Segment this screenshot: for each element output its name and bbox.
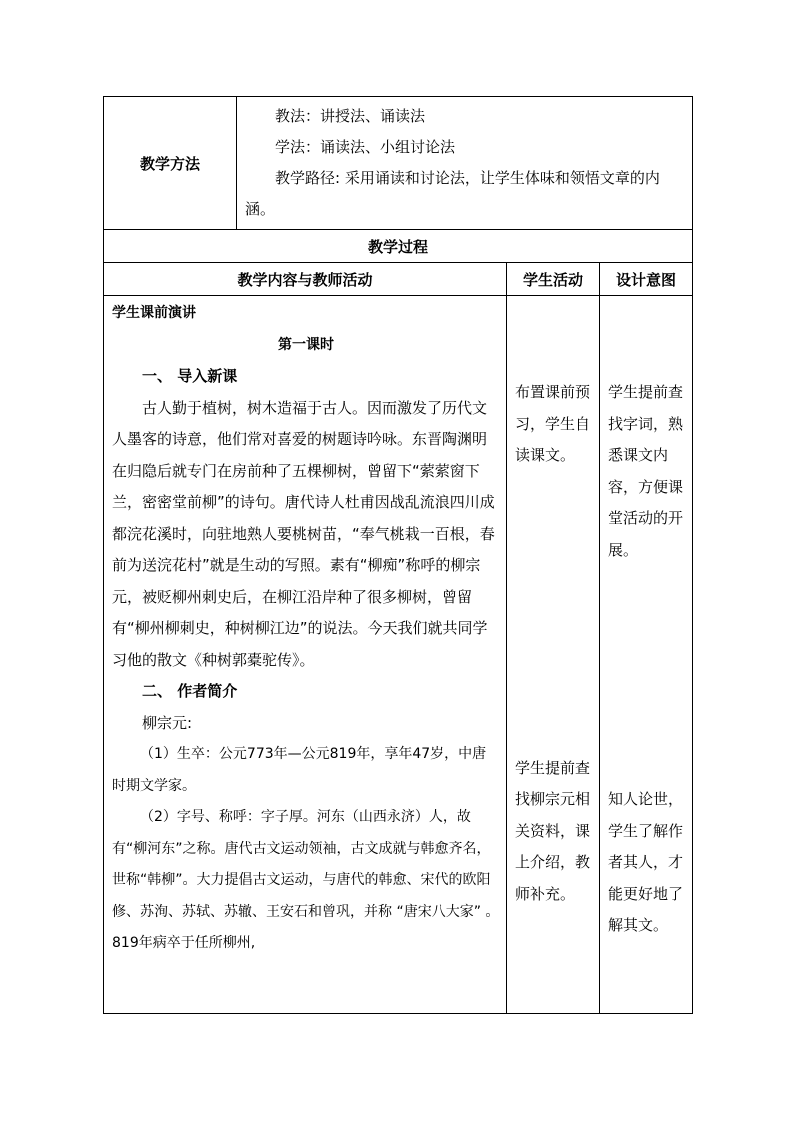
process-title: 教学过程 xyxy=(104,230,693,263)
column-header-row xyxy=(104,263,693,296)
process-title-row xyxy=(104,230,693,263)
learning-method-line: 学法：诵读法、小组讨论法 xyxy=(275,138,456,156)
col-header-content: 教学内容与教师活动 xyxy=(104,263,507,296)
student-activity-cell xyxy=(507,296,600,1014)
design-intent-cell xyxy=(600,296,693,1014)
author-item-1: （1）生卒：公元773年—公元819年，享年47岁，中唐时期文学家。 xyxy=(112,746,487,794)
col-header-design: 设计意图 xyxy=(600,263,693,296)
lesson-plan-table xyxy=(103,96,693,1014)
teaching-method-line: 教法：讲授法、诵读法 xyxy=(275,107,426,125)
method-row xyxy=(104,97,693,230)
section1-paragraph: 古人勤于植树，树木造福于古人。因而激发了历代文人墨客的诗意，他们常对喜爱的树题诗吟咏。东晋陶渊明在归隐后就专门在房前种了五棵柳树，曾留下“萦萦窗下兰，密密堂前柳”的诗句。唐代诗人杜甫因战乱流浪四川成都浣花溪时，向驻地熟人要桃树苗，“奉气桃栽一百根，春前为送浣花村”就是生动的写照。素有“柳痴”称呼的柳宗元，被贬柳州刺史后，在柳江沿岸种了很多柳树，曾留有“柳州柳刺史，种树柳江边”的说法。今天我们就共同学习他的散文《种树郭橐驼传》。 xyxy=(112,398,495,669)
author-item-2: （2）字号、称呼：字子厚。河东（山西永济）人，故有“柳河东”之称。唐代古文运动领袖，古文成就与韩愈齐名，世称“韩柳”。大力提倡古文运动，与唐代的韩愈、宋代的欧阳修、苏洵、苏轼、苏辙、王安石和曾巩，并称 “唐宋八大家” 。819年病卒于任所柳州, xyxy=(112,809,500,951)
design-intent-1: 学生提前查找字词，熟悉课文内容，方便课堂活动的开展。 xyxy=(608,383,684,559)
design-intent-2: 知人论世，学生了解作者其人，才能更好地了解其文。 xyxy=(608,790,684,934)
student-activity-1: 布置课前预习，学生自读课文。 xyxy=(515,383,591,464)
teacher-content-cell xyxy=(104,296,507,1014)
process-body-row xyxy=(104,296,693,1014)
teaching-path-line: 教学路径: 采用诵读和讨论法，让学生体味和领悟文章的内涵。 xyxy=(245,169,660,218)
section2-heading: 二、 作者简介 xyxy=(142,682,238,700)
lesson-heading: 第一课时 xyxy=(278,336,334,353)
col-header-student: 学生活动 xyxy=(507,263,600,296)
method-label: 教学方法 xyxy=(104,97,237,230)
pre-speech-heading: 学生课前演讲 xyxy=(112,305,196,321)
student-activity-2: 学生提前查找柳宗元相关资料，课上介绍，教师补充。 xyxy=(515,758,591,903)
method-text xyxy=(237,97,693,230)
section1-heading: 一、 导入新课 xyxy=(142,367,238,385)
author-name: 柳宗元: xyxy=(142,713,193,732)
